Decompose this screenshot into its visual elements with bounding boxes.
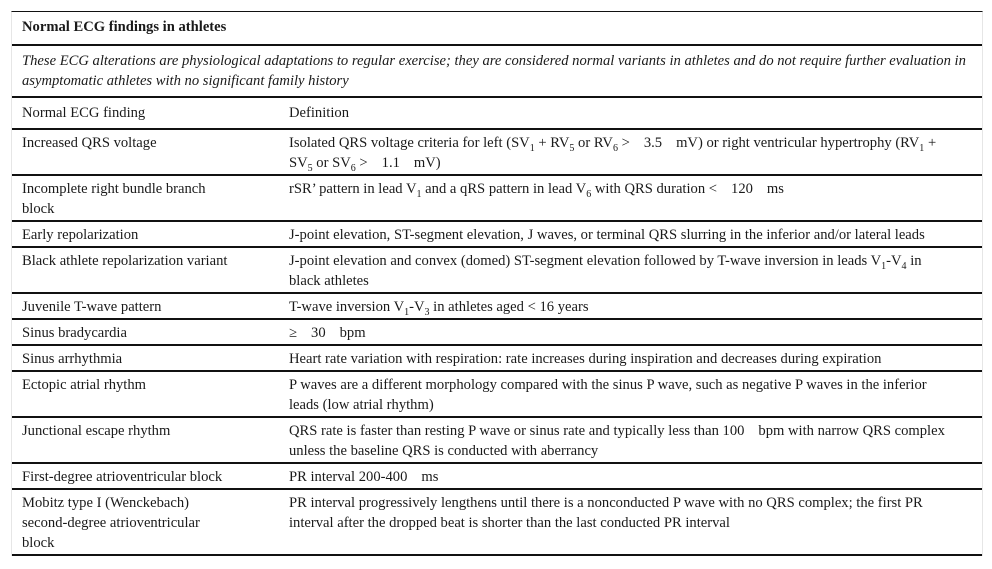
subscript: 1	[919, 143, 925, 154]
subscript: 6	[612, 143, 618, 154]
table-row	[12, 221, 982, 247]
table-row	[12, 319, 982, 345]
value: 1.1	[381, 155, 400, 171]
table-row	[12, 293, 982, 319]
definition-cell	[279, 293, 982, 319]
finding-cell: Incomplete right bundle branch block	[12, 175, 279, 221]
subscript: 1	[881, 261, 887, 272]
text: mV)	[413, 155, 441, 171]
finding-cell: First-degree atrioventricular block	[12, 463, 279, 489]
table-row	[12, 129, 982, 175]
definition-cell: PR interval progressively lengthens until there is a nonconducted P wave with no QRS complex; the first PR interval after the dropped beat is shorter than the last conducted PR interval	[279, 489, 982, 555]
text: T-wave inversion V	[289, 299, 405, 315]
column-header-finding: Normal ECG finding	[12, 97, 279, 129]
text: bpm with narrow QRS complex unless the baseline QRS is conducted with aberrancy	[289, 423, 945, 459]
text: or SV	[312, 155, 351, 171]
text: bpm	[339, 325, 366, 341]
title-row	[12, 12, 982, 45]
table-title: Normal ECG findings in athletes	[12, 12, 982, 45]
text: >	[355, 155, 368, 171]
definition-cell	[279, 319, 982, 345]
text: J-point elevation and convex (domed) ST-segment elevation followed by T-wave inversion in leads V	[289, 253, 882, 269]
text: + SV	[289, 135, 937, 171]
subscript: 5	[569, 143, 575, 154]
value: 120	[731, 181, 753, 197]
text: in athletes aged < 16 years	[429, 299, 589, 315]
text: QRS rate is faster than resting P wave or sinus rate and typically less than 100	[289, 423, 745, 439]
text: with QRS duration <	[591, 181, 718, 197]
text: mV) or right ventricular hypertrophy (RV	[676, 135, 920, 151]
text: rSR’ pattern in lead V	[289, 181, 417, 197]
text: PR interval 200-400	[289, 469, 408, 485]
finding-cell: Sinus arrhythmia	[12, 345, 279, 371]
finding-cell: Sinus bradycardia	[12, 319, 279, 345]
definition-cell	[279, 129, 982, 175]
text: and a qRS pattern in lead V	[421, 181, 587, 197]
text: Isolated QRS voltage criteria for left (SV	[289, 135, 530, 151]
ecg-findings-table	[11, 11, 983, 556]
text: -V	[886, 253, 902, 269]
value: 30	[311, 325, 326, 341]
finding-cell: Increased QRS voltage	[12, 129, 279, 175]
finding-cell: Mobitz type I (Wenckebach) second-degree atrioventricular block	[12, 489, 279, 555]
text: ms	[421, 469, 439, 485]
text: -V	[409, 299, 425, 315]
subscript: 4	[901, 261, 907, 272]
text: ms	[766, 181, 784, 197]
text: in black athletes	[289, 253, 922, 289]
table-row	[12, 175, 982, 221]
finding-cell: Early repolarization	[12, 221, 279, 247]
table-caption: These ECG alterations are physiological adaptations to regular exercise; they are considered normal variants in athletes and do not require further evaluation in asymptomatic athletes with no significant family history	[12, 45, 982, 97]
finding-cell: Ectopic atrial rhythm	[12, 371, 279, 417]
table-row	[12, 371, 982, 417]
table-row	[12, 247, 982, 293]
subscript: 6	[350, 163, 356, 174]
definition-cell: P waves are a different morphology compared with the sinus P wave, such as negative P waves in the inferior leads (low atrial rhythm)	[279, 371, 982, 417]
subscript: 3	[424, 307, 430, 318]
finding-cell: Junctional escape rhythm	[12, 417, 279, 463]
text: >	[617, 135, 630, 151]
subscript: 1	[416, 189, 422, 200]
definition-cell	[279, 463, 982, 489]
table-row	[12, 489, 982, 555]
subscript: 6	[586, 189, 592, 200]
value: 3.5	[643, 135, 663, 151]
subscript: 5	[307, 163, 313, 174]
table	[12, 12, 982, 556]
caption-row	[12, 45, 982, 97]
definition-cell	[279, 175, 982, 221]
finding-cell: Black athlete repolarization variant	[12, 247, 279, 293]
definition-cell	[279, 247, 982, 293]
text: or RV	[574, 135, 613, 151]
subscript: 1	[529, 143, 535, 154]
table-row	[12, 463, 982, 489]
definition-cell	[279, 417, 982, 463]
text: + RV	[534, 135, 570, 151]
text: ≥	[289, 325, 298, 341]
definition-cell: Heart rate variation with respiration: rate increases during inspiration and decreases during expiration	[279, 345, 982, 371]
subscript: 1	[404, 307, 410, 318]
finding-cell: Juvenile T-wave pattern	[12, 293, 279, 319]
table-row	[12, 345, 982, 371]
header-row	[12, 97, 982, 129]
column-header-definition: Definition	[279, 97, 982, 129]
table-row	[12, 417, 982, 463]
definition-cell: J-point elevation, ST-segment elevation, J waves, or terminal QRS slurring in the inferior and/or lateral leads	[279, 221, 982, 247]
